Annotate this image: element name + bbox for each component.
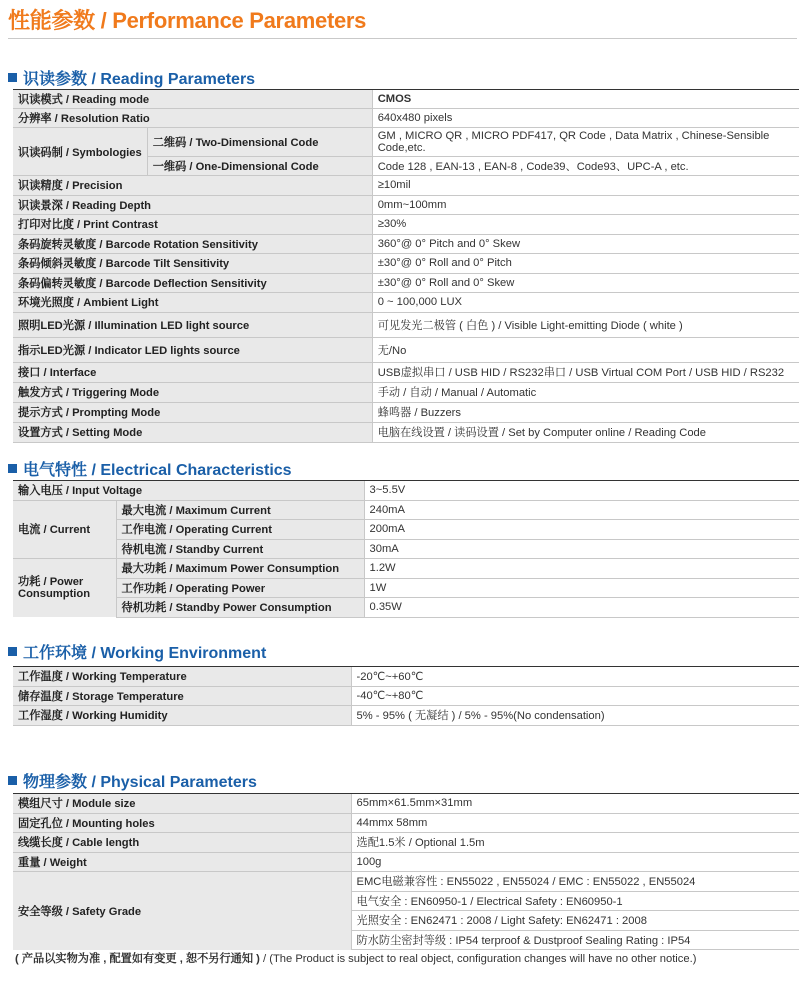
table-row [13, 273, 799, 293]
spec-value: 手动 / 自动 / Manual / Automatic [372, 382, 799, 402]
table-row [13, 598, 799, 618]
environment-section-heading: 工作环境 / Working Environment [8, 640, 266, 663]
spec-value: 44mmx 58mm [351, 813, 799, 833]
spec-value: 200mA [364, 520, 799, 540]
spec-value: 0mm~100mm [372, 195, 799, 215]
spec-label: 工作温度 / Working Temperature [13, 667, 351, 687]
spec-label: 输入电压 / Input Voltage [13, 481, 364, 501]
spec-label: 识读精度 / Precision [13, 176, 372, 196]
table-row [13, 362, 799, 382]
spec-label: 重量 / Weight [13, 852, 351, 872]
spec-value: 65mm×61.5mm×31mm [351, 794, 799, 814]
spec-value: -20℃~+60℃ [351, 667, 799, 687]
page-title: 性能参数 / Performance Parameters [8, 8, 367, 33]
spec-sublabel: 二维码 / Two-Dimensional Code [147, 128, 372, 157]
spec-label: 安全等级 / Safety Grade [13, 872, 351, 950]
table-row [13, 872, 799, 892]
spec-value: ±30°@ 0° Roll and 0° Skew [372, 273, 799, 293]
spec-sublabel: 工作功耗 / Operating Power [116, 578, 364, 598]
spec-label: 设置方式 / Setting Mode [13, 422, 372, 442]
spec-value: 240mA [364, 500, 799, 520]
spec-value: 光照安全 : EN62471 : 2008 / Light Safety: EN62471 : 2008 [351, 911, 799, 931]
electrical-section-heading: 电气特性 / Electrical Characteristics [8, 457, 292, 480]
spec-value: ±30°@ 0° Roll and 0° Pitch [372, 254, 799, 274]
spec-label: 识读码制 / Symbologies [13, 128, 147, 176]
spec-label: 触发方式 / Triggering Mode [13, 382, 372, 402]
spec-value: 0.35W [364, 598, 799, 618]
spec-value: -40℃~+80℃ [351, 686, 799, 706]
table-row [13, 500, 799, 520]
spec-label: 环境光照度 / Ambient Light [13, 293, 372, 313]
spec-value: 360°@ 0° Pitch and 0° Skew [372, 234, 799, 254]
spec-value: 电气安全 : EN60950-1 / Electrical Safety : EN60950-1 [351, 891, 799, 911]
spec-value: 防水防尘密封等级 : IP54 terproof & Dustproof Sealing Rating : IP54 [351, 930, 799, 950]
physical-parameters-table [13, 793, 799, 950]
spec-label: 分辨率 / Resolution Ratio [13, 109, 372, 128]
table-row [13, 706, 799, 726]
table-row [13, 337, 799, 362]
spec-value: 无/No [372, 337, 799, 362]
table-row [13, 559, 799, 579]
spec-label: 工作湿度 / Working Humidity [13, 706, 351, 726]
spec-value: ≥30% [372, 215, 799, 235]
section-square-icon [8, 647, 17, 656]
table-row [13, 215, 799, 235]
spec-value: GM , MICRO QR , MICRO PDF417, QR Code , Data Matrix , Chinese-Sensible Code,etc. [372, 128, 799, 157]
spec-value: 100g [351, 852, 799, 872]
section-square-icon [8, 776, 17, 785]
table-row [13, 312, 799, 337]
spec-value: CMOS [372, 90, 799, 109]
spec-value: 30mA [364, 539, 799, 559]
working-environment-table [13, 666, 799, 726]
table-row [13, 254, 799, 274]
spec-value: 3~5.5V [364, 481, 799, 501]
table-row [13, 852, 799, 872]
spec-label: 条码偏转灵敏度 / Barcode Deflection Sensitivity [13, 273, 372, 293]
section-square-icon [8, 73, 17, 82]
table-row [13, 833, 799, 853]
spec-value: USB虚拟串口 / USB HID / RS232串口 / USB Virtual COM Port / USB HID / RS232 [372, 362, 799, 382]
spec-value: 640x480 pixels [372, 109, 799, 128]
spec-label: 提示方式 / Prompting Mode [13, 402, 372, 422]
spec-label: 模组尺寸 / Module size [13, 794, 351, 814]
disclaimer-note [15, 950, 696, 966]
spec-value: 5% - 95% ( 无凝结 ) / 5% - 95%(No condensation) [351, 706, 799, 726]
spec-label: 固定孔位 / Mounting holes [13, 813, 351, 833]
spec-value: ≥10mil [372, 176, 799, 196]
spec-label: 电流 / Current [13, 500, 116, 559]
spec-label: 照明LED光源 / Illumination LED light source [13, 312, 372, 337]
table-row [13, 578, 799, 598]
table-row [13, 686, 799, 706]
spec-label: 线缆长度 / Cable length [13, 833, 351, 853]
spec-label: 打印对比度 / Print Contrast [13, 215, 372, 235]
spec-value: 0 ~ 100,000 LUX [372, 293, 799, 313]
reading-section-heading: 识读参数 / Reading Parameters [8, 66, 255, 89]
table-row [13, 539, 799, 559]
table-row [13, 481, 799, 501]
spec-value: 选配1.5米 / Optional 1.5m [351, 833, 799, 853]
table-row [13, 422, 799, 442]
physical-section-heading: 物理参数 / Physical Parameters [8, 769, 257, 792]
table-row [13, 382, 799, 402]
table-row [13, 520, 799, 540]
spec-label: 识读景深 / Reading Depth [13, 195, 372, 215]
spec-label: 条码倾斜灵敏度 / Barcode Tilt Sensitivity [13, 254, 372, 274]
spec-label: 指示LED光源 / Indicator LED lights source [13, 337, 372, 362]
spec-value: 1.2W [364, 559, 799, 579]
spec-label: 功耗 / Power Consumption [13, 559, 116, 618]
spec-value: 电脑在线设置 / 读码设置 / Set by Computer online / Reading Code [372, 422, 799, 442]
spec-sublabel: 一维码 / One-Dimensional Code [147, 157, 372, 176]
spec-label: 接口 / Interface [13, 362, 372, 382]
spec-sublabel: 待机电流 / Standby Current [116, 539, 364, 559]
reading-parameters-table [13, 89, 799, 443]
table-row [13, 667, 799, 687]
table-row [13, 794, 799, 814]
table-row [13, 90, 799, 109]
spec-value: EMC电磁兼容性 : EN55022 , EN55024 / EMC : EN55022 , EN55024 [351, 872, 799, 892]
table-row [13, 109, 799, 128]
disclaimer-english: / (The Product is subject to real object, configuration changes will have no other notice.) [259, 953, 697, 965]
spec-label: 条码旋转灵敏度 / Barcode Rotation Sensitivity [13, 234, 372, 254]
electrical-characteristics-table [13, 480, 799, 618]
disclaimer-chinese: ( 产品以实物为准 , 配置如有变更 , 恕不另行通知 ) [15, 953, 260, 965]
spec-label: 识读模式 / Reading mode [13, 90, 372, 109]
spec-value: Code 128 , EAN-13 , EAN-8 , Code39、Code93、UPC-A , etc. [372, 157, 799, 176]
table-row [13, 813, 799, 833]
spec-value: 1W [364, 578, 799, 598]
spec-label: 储存温度 / Storage Temperature [13, 686, 351, 706]
spec-sublabel: 待机功耗 / Standby Power Consumption [116, 598, 364, 618]
spec-value: 蜂鸣器 / Buzzers [372, 402, 799, 422]
table-row [13, 195, 799, 215]
spec-sublabel: 最大电流 / Maximum Current [116, 500, 364, 520]
table-row [13, 293, 799, 313]
table-row [13, 402, 799, 422]
section-square-icon [8, 464, 17, 473]
title-divider [8, 38, 797, 39]
spec-sublabel: 工作电流 / Operating Current [116, 520, 364, 540]
table-row [13, 128, 799, 157]
table-row [13, 234, 799, 254]
table-row [13, 176, 799, 196]
spec-value: 可见发光二极管 ( 白色 ) / Visible Light-emitting Diode ( white ) [372, 312, 799, 337]
spec-sublabel: 最大功耗 / Maximum Power Consumption [116, 559, 364, 579]
